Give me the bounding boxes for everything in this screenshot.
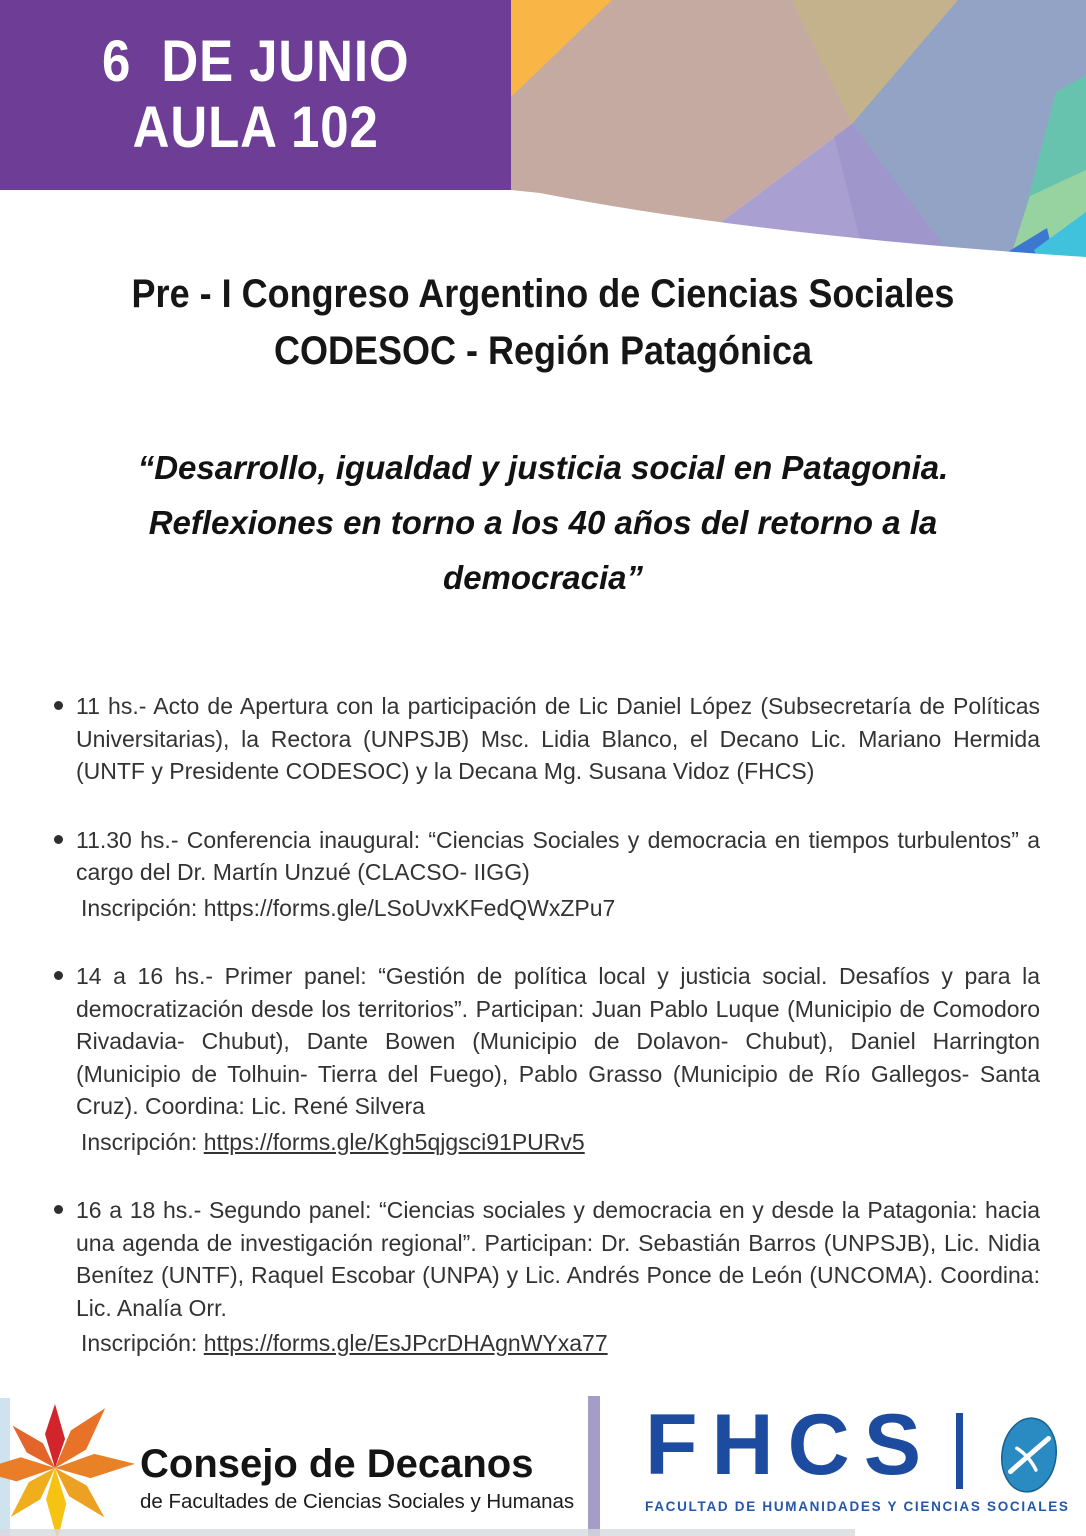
fhcs-separator-bar: [956, 1413, 963, 1489]
quote-line-1: “Desarrollo, igualdad y justicia social en Patagonia.: [137, 449, 949, 486]
bullet-dot-icon: [54, 835, 63, 844]
quote-line-2: Reflexiones en torno a los 40 años del retorno a la: [148, 504, 938, 541]
room-line: AULA 102: [132, 95, 379, 160]
bullet-dot-icon: [54, 971, 63, 980]
agenda-item-text: 16 a 18 hs.- Segundo panel: “Ciencias sociales y democracia en y desde la Patagonia: hacia una agenda de investigación regional”. Participan: Dr. Sebastián Barros (UNPSJB), Lic. Nidia Benítez (UNTF), Raquel Escobar (UNPA) y Lic. Andrés Ponce de León (UNCOMA). Coordina: Lic. Analía Orr.: [76, 1197, 1040, 1321]
bullet-dot-icon: [54, 1205, 63, 1214]
agenda-item-conferencia: [52, 824, 1040, 925]
header-banner: [0, 0, 1086, 270]
page-title-line-2: CODESOC - Región Patagónica: [273, 329, 813, 373]
footer-logos: [0, 1380, 1086, 1536]
date-line: 6 DE JUNIO: [101, 29, 410, 94]
bottom-edge-strip: [0, 1529, 855, 1536]
agenda-item-text: 11.30 hs.- Conferencia inaugural: “Ciencias Sociales y democracia en tiempos turbulentos” a cargo del Dr. Martín Unzué (CLACSO- IIGG): [76, 826, 1040, 885]
consejo-starburst-icon: [0, 1385, 155, 1536]
event-theme-quote: [0, 440, 1086, 605]
consejo-subtitle: de Facultades de Ciencias Sociales y Humanas: [140, 1490, 575, 1513]
agenda-item-text: 11 hs.- Acto de Apertura con la participación de Lic Daniel López (Subsecretaría de Políticas Universitarias), la Rectora (UNPSJB) Msc. Lidia Blanco, el Decano Lic. Mariano Hermida (UNTF y Presidente CODESOC) y la Decana Mg. Susana Vidoz (FHCS): [76, 693, 1040, 784]
inscription-line: [76, 1327, 1040, 1360]
inscription-link[interactable]: https://forms.gle/Kgh5qjgsci91PURv5: [203, 1128, 585, 1155]
inscription-line: [76, 1126, 1040, 1159]
quote-line-3: democracia”: [443, 559, 643, 596]
albatross-seal-icon: [997, 1413, 1061, 1497]
inscription-link[interactable]: https://forms.gle/LSoUvxKFedQWxZPu7: [203, 894, 616, 921]
inscription-label: Inscripción:: [81, 1330, 198, 1356]
inscription-link[interactable]: https://forms.gle/EsJPcrDHAgnWYxa77: [203, 1330, 608, 1356]
agenda-item-text: 14 a 16 hs.- Primer panel: “Gestión de política local y justicia social. Desafíos y para la democratización desde los territorios”. Participan: Juan Pablo Luque (Municipio de Comodoro Rivadavia- Chubut), Dante Bowen (Municipio de Dolavon- Chubut), Daniel Harrington (Municipio de Tolhuin- Tierra del Fuego), Pablo Grasso (Municipio de Río Gallegos- Santa Cruz). Coordina: Lic. René Silvera: [76, 963, 1040, 1119]
footer-divider-bar: [588, 1396, 600, 1536]
fhcs-acronym: FHCS: [645, 1397, 936, 1493]
inscription-line: [76, 892, 1040, 925]
consejo-title: Consejo de Decanos: [140, 1442, 534, 1486]
bullet-dot-icon: [54, 701, 63, 710]
date-box: [0, 0, 511, 190]
agenda-item-segundo-panel: [52, 1194, 1040, 1360]
page-title-line-1: Pre - I Congreso Argentino de Ciencias Sociales: [131, 272, 955, 316]
page-title: [54, 266, 1031, 380]
agenda-list: [52, 690, 1040, 1360]
fhcs-caption: FACULTAD DE HUMANIDADES Y CIENCIAS SOCIALES: [645, 1499, 1070, 1514]
inscription-label: Inscripción:: [81, 1128, 198, 1155]
agenda-item-apertura: [52, 690, 1040, 788]
agenda-item-primer-panel: [52, 960, 1040, 1158]
inscription-label: Inscripción:: [81, 894, 198, 921]
